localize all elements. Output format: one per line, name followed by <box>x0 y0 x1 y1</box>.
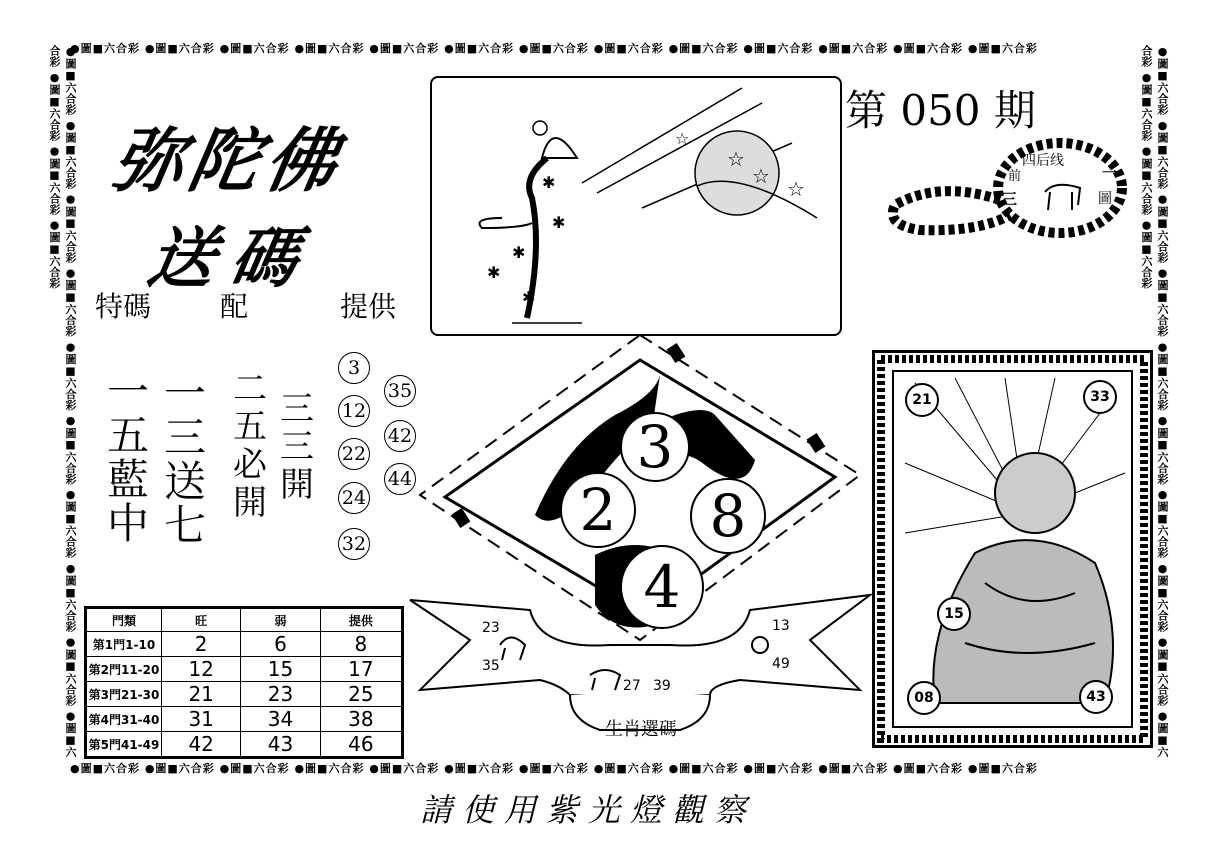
rope-char: 一 <box>1102 164 1118 182</box>
title-line-1: 弥陀佛 <box>106 119 350 202</box>
tree-moon-icon <box>432 78 840 334</box>
rope-emblem <box>880 120 1130 245</box>
text-column-3: 二五必開 <box>233 369 267 523</box>
svg-text:☆: ☆ <box>675 129 690 148</box>
table-cell: 第5門41-49 <box>86 732 162 758</box>
rope-char: 三 <box>1002 190 1018 208</box>
table-cell: 25 <box>320 682 402 707</box>
scene-illustration <box>430 76 842 336</box>
table-row <box>86 732 403 758</box>
zodiac-ribbon <box>410 590 870 750</box>
circle-number: 3 <box>338 352 370 384</box>
table-cell: 15 <box>241 657 320 682</box>
subheader-provide: 提供 <box>340 290 397 323</box>
circle-number: 32 <box>338 528 370 560</box>
table-cell: 42 <box>162 732 241 758</box>
table-cell: 6 <box>241 632 320 657</box>
diamond-number: 4 <box>620 545 704 629</box>
svg-text:✱: ✱ <box>512 243 526 262</box>
zodiac-number: 39 <box>653 678 671 694</box>
subheader-match: 配 <box>220 290 249 323</box>
border-left: ●圖■六合彩 ●圖■六合彩 ●圖■六合彩 ●圖■六合彩 ●圖■六合彩 ●圖■六合彩 ●圖■六合彩 ●圖■六合彩 ●圖■六合彩 ●圖■六合彩 ●圖■六合彩 ●圖■六合彩 ●圖■六合彩 <box>48 45 77 758</box>
zodiac-number: 35 <box>482 658 500 674</box>
table-row <box>86 682 403 707</box>
table-header: 旺 <box>162 608 241 632</box>
svg-text:✱: ✱ <box>552 213 566 232</box>
diamond-number: 2 <box>560 472 636 548</box>
table-cell: 第2門11-20 <box>86 657 162 682</box>
table-row <box>86 657 403 682</box>
text-column-2: 一三送七 <box>163 369 206 550</box>
picture-number: 43 <box>1079 680 1113 714</box>
table-cell: 34 <box>241 707 320 732</box>
rope-char: 前 <box>1008 169 1022 184</box>
svg-text:✱: ✱ <box>487 263 501 282</box>
text-column-4: 三三開 <box>280 389 314 505</box>
table-cell: 38 <box>320 707 402 732</box>
table-cell: 8 <box>320 632 402 657</box>
svg-text:☆: ☆ <box>727 147 745 171</box>
table-cell: 21 <box>162 682 241 707</box>
table-row <box>86 632 403 657</box>
text-column-1: 一五藍中 <box>106 367 149 548</box>
picture-number: 33 <box>1083 380 1117 414</box>
table-cell: 43 <box>241 732 320 758</box>
table-cell: 12 <box>162 657 241 682</box>
zodiac-number: 13 <box>772 618 790 634</box>
svg-text:☆: ☆ <box>787 177 805 201</box>
zodiac-number: 23 <box>482 620 500 636</box>
circle-number: 44 <box>384 463 416 495</box>
table-cell: 第4門31-40 <box>86 707 162 732</box>
footer-note: 請使用紫光燈觀察 <box>420 791 757 829</box>
circle-number: 42 <box>384 420 416 452</box>
table-cell: 2 <box>162 632 241 657</box>
rope-label: 四后线 <box>1022 153 1064 169</box>
table-header: 門類 <box>86 608 162 632</box>
circle-number: 35 <box>384 375 416 407</box>
circle-number: 22 <box>338 438 370 470</box>
gate-table <box>84 606 404 759</box>
table-cell: 第3門21-30 <box>86 682 162 707</box>
border-right: ●圖■六合彩 ●圖■六合彩 ●圖■六合彩 ●圖■六合彩 ●圖■六合彩 ●圖■六合彩 ●圖■六合彩 ●圖■六合彩 ●圖■六合彩 ●圖■六合彩 ●圖■六合彩 ●圖■六合彩 ●圖■六合彩 <box>1140 45 1169 758</box>
border-bottom: ●圖■六合彩 ●圖■六合彩 ●圖■六合彩 ●圖■六合彩 ●圖■六合彩 ●圖■六合彩 ●圖■六合彩 ●圖■六合彩 ●圖■六合彩 ●圖■六合彩 ●圖■六合彩 ●圖■六合彩 ●圖■六合彩 <box>70 762 1038 775</box>
buddha-picture <box>872 350 1153 748</box>
picture-number: 08 <box>907 681 941 715</box>
table-cell: 17 <box>320 657 402 682</box>
zodiac-number: 49 <box>772 656 790 672</box>
table-row <box>86 707 403 732</box>
table-cell: 第1門1-10 <box>86 632 162 657</box>
svg-text:☆: ☆ <box>752 164 770 188</box>
table-header: 弱 <box>241 608 320 632</box>
diamond-number: 3 <box>620 412 690 482</box>
zodiac-number: 27 <box>623 678 641 694</box>
svg-text:✱: ✱ <box>542 173 556 192</box>
zodiac-label: 生肖選碼 <box>605 719 677 740</box>
circle-number: 24 <box>338 482 370 514</box>
table-header: 提供 <box>320 608 402 632</box>
table-cell: 31 <box>162 707 241 732</box>
title-line-2: 送碼 <box>142 219 320 297</box>
table-header-row <box>86 608 403 632</box>
table-cell: 46 <box>320 732 402 758</box>
table-cell: 23 <box>241 682 320 707</box>
rope-icon <box>880 120 1130 245</box>
diamond-number: 8 <box>690 478 766 554</box>
issue-number: 第 050 期 <box>845 86 1036 135</box>
svg-text:✱: ✱ <box>522 288 536 307</box>
picture-number: 15 <box>937 597 971 631</box>
circle-number: 12 <box>338 395 370 427</box>
border-top: ●圖■六合彩 ●圖■六合彩 ●圖■六合彩 ●圖■六合彩 ●圖■六合彩 ●圖■六合彩 ●圖■六合彩 ●圖■六合彩 ●圖■六合彩 ●圖■六合彩 ●圖■六合彩 ●圖■六合彩 ●圖■六合彩 <box>70 42 1038 55</box>
rope-char: 圖 <box>1098 191 1112 207</box>
subheader-special-code: 特碼 <box>95 290 152 323</box>
picture-number: 21 <box>905 383 939 417</box>
